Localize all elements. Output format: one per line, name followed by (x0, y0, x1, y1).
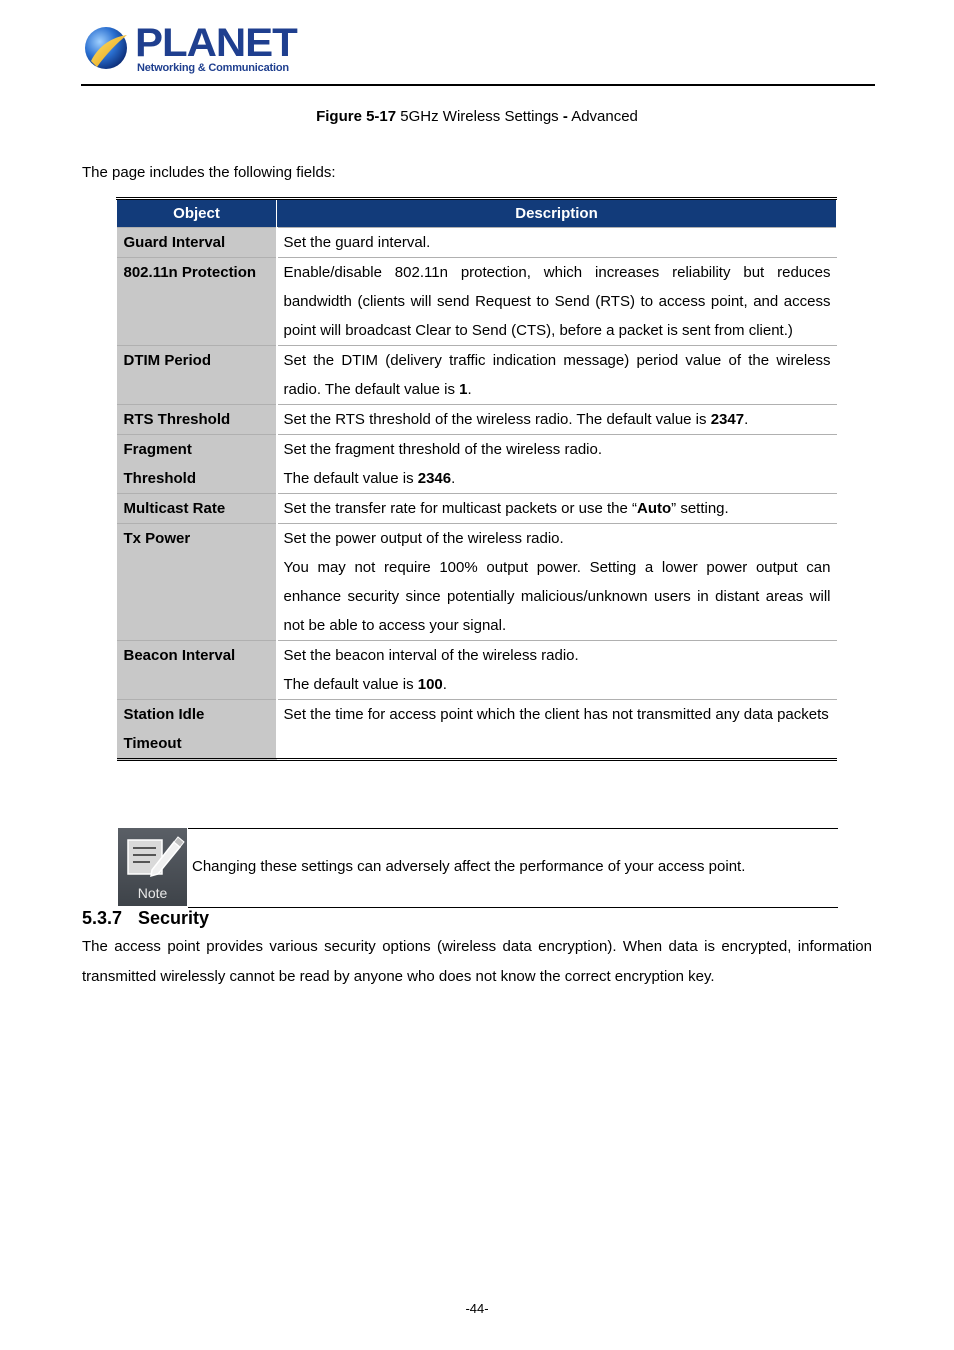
description-text: Set the guard interval. (283, 234, 431, 251)
description-cell (277, 700, 837, 760)
table-row (117, 435, 837, 494)
description-paragraph (284, 553, 831, 640)
object-cell (117, 700, 277, 760)
page-header (81, 22, 875, 86)
section-title: Security (138, 908, 210, 928)
column-header-object: Object (117, 199, 277, 228)
object-label: Threshold (123, 470, 197, 487)
object-cell (117, 228, 277, 258)
description-paragraph (284, 405, 831, 434)
description-text: The default value is (283, 470, 418, 487)
description-bold-value: 2346 (417, 470, 452, 487)
description-cell (277, 228, 837, 258)
object-cell (117, 405, 277, 435)
note-icon (118, 828, 187, 906)
pen-paper-icon (118, 828, 187, 888)
description-text: You may not require 100% output power. Setting a lower power output can enhance security since potentially malicious/unknown users in distant areas will not be able to access your signal. (283, 559, 831, 634)
object-label: Multicast Rate (123, 500, 226, 517)
table-body (117, 228, 837, 760)
table-row (117, 641, 837, 700)
figure-text-1: 5GHz Wireless Settings (400, 108, 559, 125)
note-box (118, 828, 838, 906)
note-content (188, 828, 838, 908)
object-cell (117, 524, 277, 641)
description-text: . (467, 381, 472, 398)
globe-logo-icon (83, 25, 129, 71)
figure-label: Figure 5-17 (316, 108, 397, 125)
object-label: Beacon Interval (123, 647, 236, 664)
fields-table (116, 197, 837, 761)
description-text: ” setting. (671, 500, 729, 517)
object-cell (117, 641, 277, 700)
object-label: RTS Threshold (123, 411, 231, 428)
description-paragraph (284, 641, 831, 670)
object-cell (117, 346, 277, 405)
object-cell (117, 258, 277, 346)
description-text: Set the power output of the wireless radio. (283, 530, 564, 547)
planet-logo (81, 21, 297, 78)
figure-text-2: Advanced (571, 108, 638, 125)
description-bold-value: 100 (417, 676, 443, 693)
description-text: Set the transfer rate for multicast packets or use the “ (283, 500, 637, 517)
figure-separator: - (562, 108, 568, 125)
section-heading (82, 908, 209, 929)
description-paragraph (284, 700, 831, 729)
description-paragraph (284, 258, 831, 345)
intro-text: The page includes the following fields: (82, 164, 336, 181)
table-row (117, 258, 837, 346)
description-paragraph (284, 670, 831, 699)
table-row (117, 405, 837, 435)
description-cell (277, 435, 837, 494)
description-paragraph (284, 494, 831, 523)
description-paragraph (284, 524, 831, 553)
description-text: Enable/disable 802.11n protection, which increases reliability but reduces bandwidth (clients will send Request to Send (RTS) to access point, and access point will broadcast Clear to Send (CTS), before a packet is sent from client.) (283, 264, 831, 339)
description-text: The default value is (283, 676, 418, 693)
description-cell (277, 494, 837, 524)
table-row (117, 494, 837, 524)
description-text: . (744, 411, 749, 428)
figure-caption (0, 108, 954, 125)
section-paragraph: The access point provides various security options (wireless data encryption). When data is encrypted, information transmitted wirelessly cannot be read by anyone who does not know the correct encryption key. (82, 938, 872, 985)
description-cell (277, 641, 837, 700)
table-header-row (117, 199, 837, 228)
page-number: -44- (465, 1301, 489, 1316)
object-label: Station Idle (123, 706, 205, 723)
object-label: Guard Interval (123, 234, 226, 251)
table-row (117, 346, 837, 405)
note-text: Changing these settings can adversely affect the performance of your access point. (192, 858, 746, 875)
description-paragraph (284, 346, 831, 404)
table-row (117, 228, 837, 258)
description-text: Set the fragment threshold of the wireless radio. (283, 441, 603, 458)
description-text: . (442, 676, 447, 693)
description-cell (277, 258, 837, 346)
description-cell (277, 405, 837, 435)
description-cell (277, 524, 837, 641)
description-paragraph (284, 228, 831, 257)
section-number: 5.3.7 (82, 908, 123, 928)
object-label: Timeout (123, 735, 182, 752)
brand-name: PLANET (135, 21, 297, 65)
description-paragraph (284, 464, 831, 493)
note-icon-label: Note (137, 885, 168, 901)
object-label: 802.11n Protection (123, 264, 257, 281)
description-cell (277, 346, 837, 405)
fields-table-wrapper (116, 197, 837, 761)
object-cell (117, 494, 277, 524)
table-row (117, 700, 837, 760)
description-text: Set the DTIM (delivery traffic indication message) period value of the wireless radio. The default value is (283, 352, 831, 398)
description-text: Set the beacon interval of the wireless radio. (283, 647, 579, 664)
description-bold-value: Auto (637, 500, 672, 517)
brand-tagline: Networking & Communication (137, 62, 289, 74)
description-bold-value: 2347 (710, 411, 745, 428)
column-header-description: Description (277, 199, 837, 228)
table-row (117, 524, 837, 641)
description-paragraph (284, 435, 831, 464)
object-label: Fragment (123, 441, 192, 458)
description-text: Set the RTS threshold of the wireless radio. The default value is (283, 411, 711, 428)
object-label: DTIM Period (123, 352, 212, 369)
object-label: Tx Power (123, 530, 191, 547)
description-bold-value: 1 (459, 381, 468, 398)
description-text: . (451, 470, 456, 487)
description-text: Set the time for access point which the client has not transmitted any data packets (283, 706, 829, 723)
object-cell (117, 435, 277, 494)
